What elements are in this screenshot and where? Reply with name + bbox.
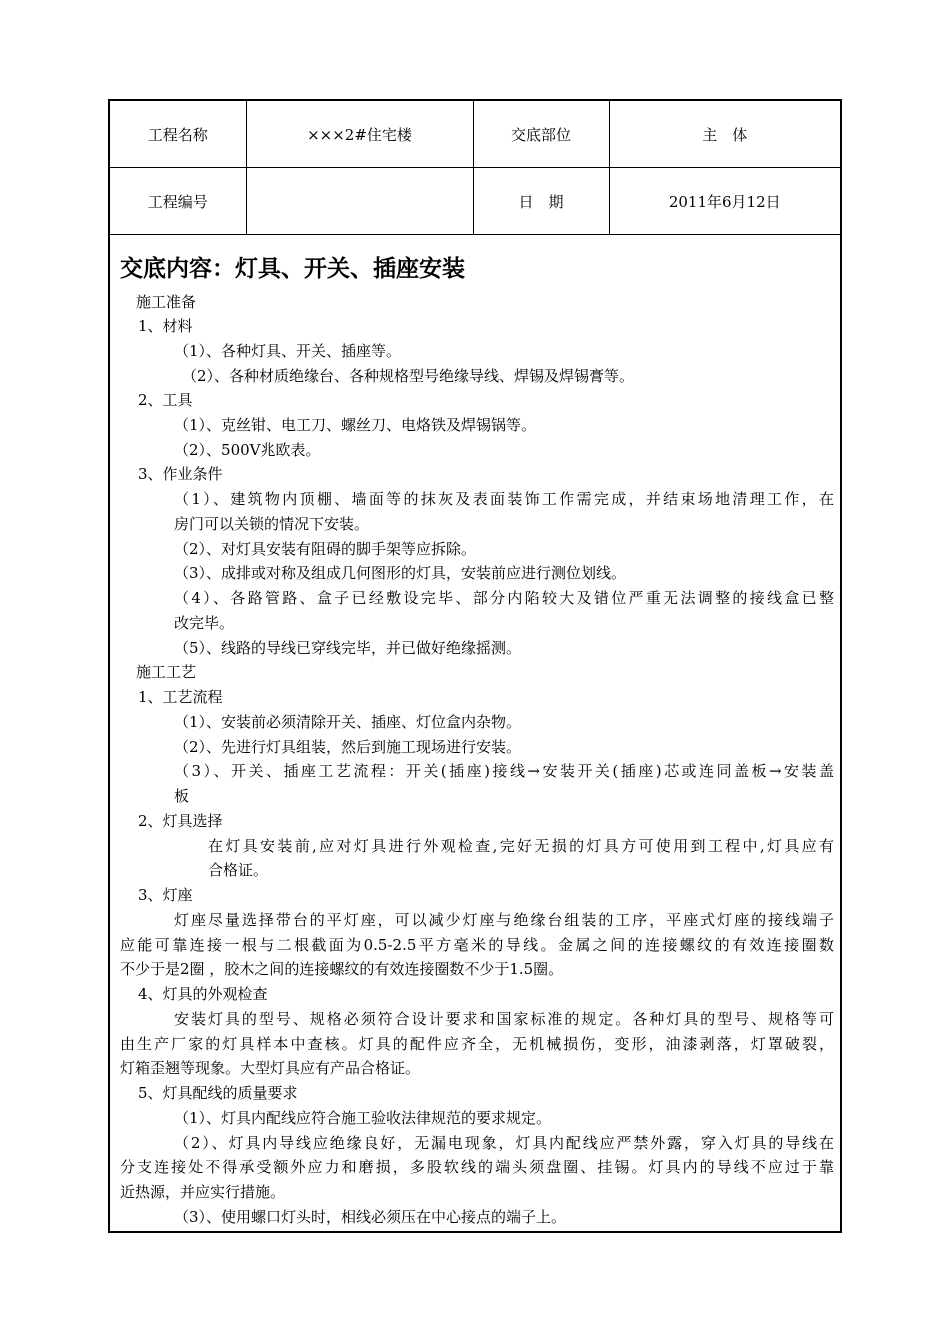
paragraph-line: 在灯具安装前,应对灯具进行外观检查,完好无损的灯具方可使用到工程中,灯具应有 xyxy=(208,837,834,855)
location-value: 主 体 xyxy=(609,101,840,168)
list-item: （5）、线路的导线已穿线完毕，并已做好绝缘摇测。 xyxy=(174,639,522,657)
paragraph-line: 合格证。 xyxy=(208,861,269,879)
project-name-value: ×××2#住宅楼 xyxy=(246,101,473,168)
header-table xyxy=(110,101,840,235)
paragraph-line: 灯座尽量选择带台的平灯座，可以减少灯座与绝缘台组装的工序，平座式灯座的接线端子 xyxy=(174,911,834,929)
subsection-heading: 2、灯具选择 xyxy=(138,812,223,830)
date-label: 日 期 xyxy=(473,168,609,235)
project-name-label: 工程名称 xyxy=(110,101,246,168)
list-item: （1）、安装前必须清除开关、插座、灯位盒内杂物。 xyxy=(174,713,522,731)
list-item: （2）、对灯具安装有阻碍的脚手架等应拆除。 xyxy=(174,540,477,558)
subsection-heading: 3、作业条件 xyxy=(138,465,223,483)
disclosure-form xyxy=(108,99,842,1233)
list-item: （2）、灯具内导线应绝缘良好，无漏电现象，灯具内配线应严禁外露，穿入灯具的导线在 xyxy=(174,1134,834,1152)
list-item-continued: 房门可以关锁的情况下安装。 xyxy=(174,515,370,533)
header-row-1 xyxy=(110,101,840,168)
subsection-heading: 5、灯具配线的质量要求 xyxy=(138,1084,298,1102)
subsection-heading: 1、材料 xyxy=(138,317,193,335)
list-item: （3）、使用螺口灯头时，相线必须压在中心接点的端子上。 xyxy=(174,1208,567,1226)
paragraph-line: 安装灯具的型号、规格必须符合设计要求和国家标准的规定。各种灯具的型号、规格等可 xyxy=(174,1010,834,1028)
subsection-heading: 4、灯具的外观检查 xyxy=(138,985,268,1003)
list-item: （2）、先进行灯具组装，然后到施工现场进行安装。 xyxy=(174,738,522,756)
paragraph-line: 由生产厂家的灯具样本中查核。灯具的配件应齐全，无机械损伤，变形，油漆剥落，灯罩破裂， xyxy=(120,1035,834,1053)
subsection-heading: 3、灯座 xyxy=(138,886,193,904)
list-item: （1）、建筑物内顶棚、墙面等的抹灰及表面装饰工作需完成，并结束场地清理工作，在 xyxy=(174,490,834,508)
paragraph-line: 不少于是2圈 ，胶木之间的连接螺纹的有效连接圈数不少于1.5圈。 xyxy=(120,960,564,978)
paragraph-line: 近热源，并应实行措施。 xyxy=(120,1183,286,1201)
list-item: （1）、克丝钳、电工刀、螺丝刀、电烙铁及焊锡锅等。 xyxy=(174,416,537,434)
subsection-heading: 2、工具 xyxy=(138,391,193,409)
date-value: 2011年6月12日 xyxy=(609,168,840,235)
list-item: （1）、各种灯具、开关、插座等。 xyxy=(174,342,402,360)
section-heading: 施工工艺 xyxy=(136,663,197,681)
paragraph-line: 分支连接处不得承受额外应力和磨损，多股软线的端头须盘圈、挂锡。灯具内的导线不应过于靠 xyxy=(120,1158,834,1176)
list-item: （4）、各路管路、盒子已经敷设完毕、部分内陷较大及错位严重无法调整的接线盒已整 xyxy=(174,589,834,607)
list-item: （2）、500V兆欧表。 xyxy=(174,441,321,459)
list-item: （2）、各种材质绝缘台、各种规格型号绝缘导线、焊锡及焊锡膏等。 xyxy=(182,367,635,385)
project-no-label: 工程编号 xyxy=(110,168,246,235)
list-item: （3）、开关、插座工艺流程：开关(插座)接线→安装开关(插座)芯或连同盖板→安装盖 xyxy=(174,762,834,780)
subsection-heading: 1、工艺流程 xyxy=(138,688,223,706)
paragraph-line: 灯箱歪翘等现象。大型灯具应有产品合格证。 xyxy=(120,1059,421,1077)
section-heading: 施工准备 xyxy=(136,293,197,311)
list-item: （3）、成排或对称及组成几何图形的灯具，安装前应进行测位划线。 xyxy=(174,564,627,582)
list-item-continued: 板 xyxy=(174,787,190,805)
paragraph-line: 应能可靠连接一根与二根截面为0.5-2.5平方毫米的导线。金属之间的连接螺纹的有效连接圈数 xyxy=(120,936,834,954)
project-no-value xyxy=(246,168,473,235)
header-row-2 xyxy=(110,168,840,235)
content-title: 交底内容：灯具、开关、插座安装 xyxy=(120,256,465,282)
list-item-continued: 改完毕。 xyxy=(174,614,235,632)
location-label: 交底部位 xyxy=(473,101,609,168)
list-item: （1）、灯具内配线应符合施工验收法律规范的要求规定。 xyxy=(174,1109,552,1127)
